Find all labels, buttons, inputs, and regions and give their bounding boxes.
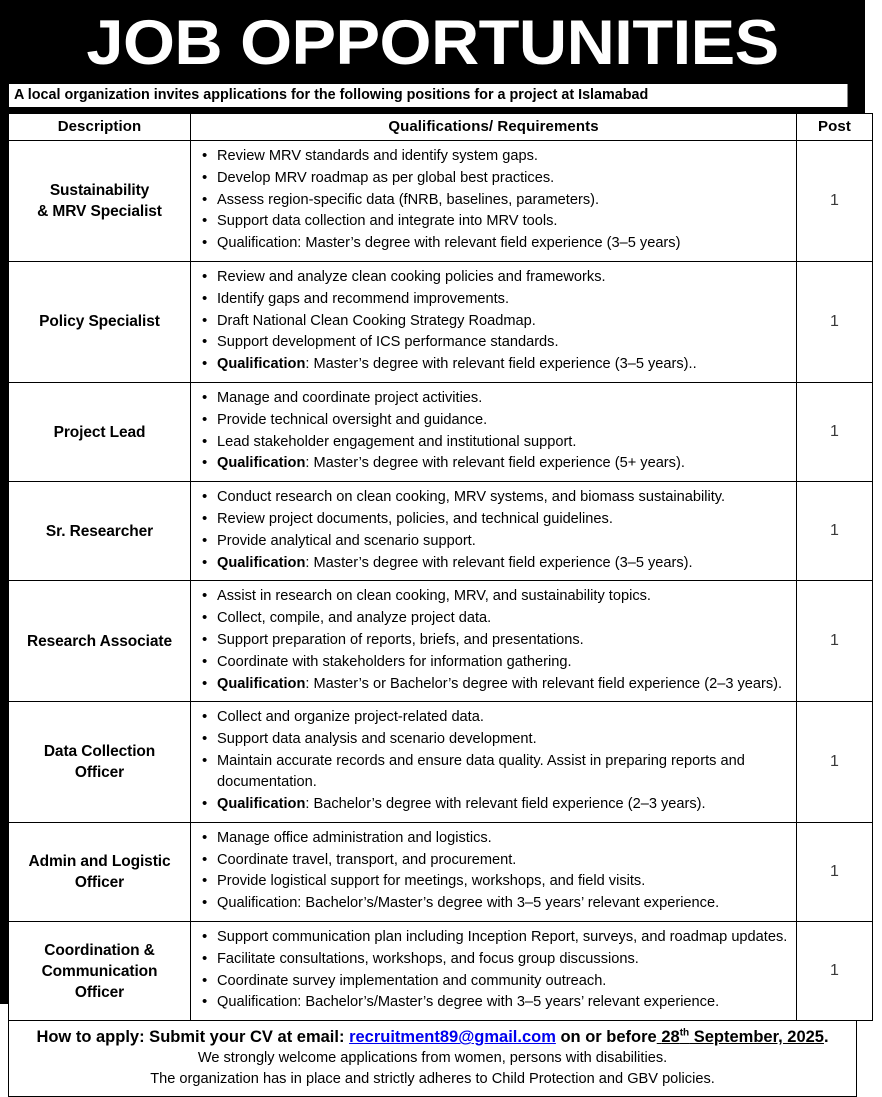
requirements-list [195,927,790,1014]
column-header-description: Description [9,114,191,141]
requirement-item: • Qualification: Master’s degree with relevant field experience (5+ years). [217,453,790,474]
inclusion-note: We strongly welcome applications from women, persons with disabilities. [197,1050,668,1067]
requirements-list [195,267,790,375]
requirement-item: • Support data collection and integrate into MRV tools. [217,211,790,232]
table-body [9,141,873,1021]
table-header-row [9,114,873,141]
requirement-item: • Conduct research on clean cooking, MRV systems, and biomass sustainability. [217,487,790,508]
requirement-item: • Review project documents, policies, and technical guidelines. [217,509,790,530]
requirement-item: • Manage office administration and logistics. [217,828,790,849]
table-row [9,482,873,581]
deadline-text [657,1028,824,1046]
requirement-item: • Coordinate with stakeholders for information gathering. [217,652,790,673]
requirements-cell [191,822,797,921]
requirement-item: • Identify gaps and recommend improvements. [217,289,790,310]
requirement-item: • Qualification: Bachelor’s degree with relevant field experience (2–3 years). [217,794,790,815]
requirement-item: • Assist in research on clean cooking, MRV, and sustainability topics. [217,586,790,607]
table-row [9,382,873,481]
requirement-item: • Provide analytical and scenario support. [217,531,790,552]
how-to-apply-line [13,1026,852,1048]
post-count-cell: 1 [797,702,873,822]
requirement-item: • Facilitate consultations, workshops, and focus group discussions. [217,949,790,970]
requirement-item: • Qualification: Master’s degree with relevant field experience (3–5 years). [217,553,790,574]
requirement-item: • Collect, compile, and analyze project data. [217,608,790,629]
table-row [9,922,873,1021]
requirements-list [195,828,790,915]
requirement-item: • Develop MRV roadmap as per global best practices. [217,168,790,189]
table-row [9,702,873,822]
apply-email-link[interactable]: recruitment89@gmail.com [349,1028,556,1047]
qualification-label: Qualification [217,554,306,571]
requirement-item: • Draft National Clean Cooking Strategy Roadmap. [217,311,790,332]
requirements-cell [191,261,797,382]
column-header-qualifications: Qualifications/ Requirements [191,114,797,141]
table-row [9,581,873,702]
requirements-list [195,388,790,475]
qualification-label: Qualification [217,796,306,813]
requirements-cell [191,922,797,1021]
table-header [9,114,873,141]
requirement-item: • Qualification: Master’s degree with relevant field experience (3–5 years) [217,233,790,254]
table-row [9,141,873,262]
footer-section [8,1021,857,1097]
deadline-ordinal: th [679,1027,690,1039]
apply-middle-text: on or before [555,1028,657,1047]
safeguarding-note: The organization has in place and strictly adheres to Child Protection and GBV policies. [150,1070,715,1087]
apply-suffix-text: . [823,1028,829,1047]
post-count-cell: 1 [797,141,873,262]
requirements-list [195,707,790,815]
requirements-cell [191,141,797,262]
requirement-item: • Qualification: Bachelor’s/Master’s degree with 3–5 years’ relevant experience. [217,992,790,1013]
requirement-item: • Support preparation of reports, briefs, and presentations. [217,630,790,651]
requirement-item: • Maintain accurate records and ensure data quality. Assist in preparing reports and documentation. [217,751,790,794]
job-title-cell: Policy Specialist [9,261,191,382]
requirement-item: • Assess region-specific data (fNRB, baselines, parameters). [217,190,790,211]
requirement-item: • Qualification: Master’s degree with relevant field experience (3–5 years).. [217,354,790,375]
requirements-cell [191,482,797,581]
job-title-cell: Sustainability & MRV Specialist [9,141,191,262]
requirement-item: • Provide logistical support for meetings, workshops, and field visits. [217,871,790,892]
requirements-list [195,487,790,574]
apply-prefix-text: How to apply: Submit your CV at email: [36,1028,350,1047]
requirement-item: • Review MRV standards and identify system gaps. [217,146,790,167]
post-count-cell: 1 [797,482,873,581]
requirements-list [195,146,790,254]
requirement-item: • Qualification: Master’s or Bachelor’s degree with relevant field experience (2–3 years). [217,674,790,695]
job-title-cell: Project Lead [9,382,191,481]
table-row [9,822,873,921]
job-title-cell: Data Collection Officer [9,702,191,822]
post-count-cell: 1 [797,822,873,921]
qualification-label: Qualification [217,455,306,472]
requirement-item: • Lead stakeholder engagement and institutional support. [217,432,790,453]
requirement-item: • Coordinate travel, transport, and procurement. [217,850,790,871]
requirement-item: • Support data analysis and scenario development. [217,729,790,750]
job-title-cell: Coordination & Communication Officer [9,922,191,1021]
requirement-item: • Qualification: Bachelor’s/Master’s degree with 3–5 years’ relevant experience. [217,893,790,914]
requirements-list [195,586,790,694]
job-title-cell: Sr. Researcher [9,482,191,581]
table-row [9,261,873,382]
post-count-cell: 1 [797,382,873,481]
subtitle-bar: A local organization invites applications for the following positions for a project at Islamabad [8,83,849,108]
post-count-cell: 1 [797,261,873,382]
job-title-cell: Admin and Logistic Officer [9,822,191,921]
requirement-item: • Support development of ICS performance standards. [217,332,790,353]
requirements-cell [191,382,797,481]
requirement-item: • Review and analyze clean cooking policies and frameworks. [217,267,790,288]
requirement-item: • Manage and coordinate project activities. [217,388,790,409]
page-title: JOB OPPORTUNITIES [86,8,779,78]
requirement-item: • Support communication plan including Inception Report, surveys, and roadmap updates. [217,927,790,948]
requirements-cell [191,581,797,702]
qualification-label: Qualification [217,356,306,373]
requirement-item: • Provide technical oversight and guidance. [217,410,790,431]
requirement-item: • Collect and organize project-related data. [217,707,790,728]
post-count-cell: 1 [797,922,873,1021]
deadline-rest: September, 2025 [689,1028,824,1047]
header-banner [8,6,857,110]
job-listing-table [8,113,873,1021]
qualification-label: Qualification [217,675,306,692]
deadline-day: 28 [661,1028,680,1047]
column-header-post: Post [797,114,873,141]
requirement-item: • Coordinate survey implementation and community outreach. [217,971,790,992]
post-count-cell: 1 [797,581,873,702]
requirements-cell [191,702,797,822]
job-title-cell: Research Associate [9,581,191,702]
